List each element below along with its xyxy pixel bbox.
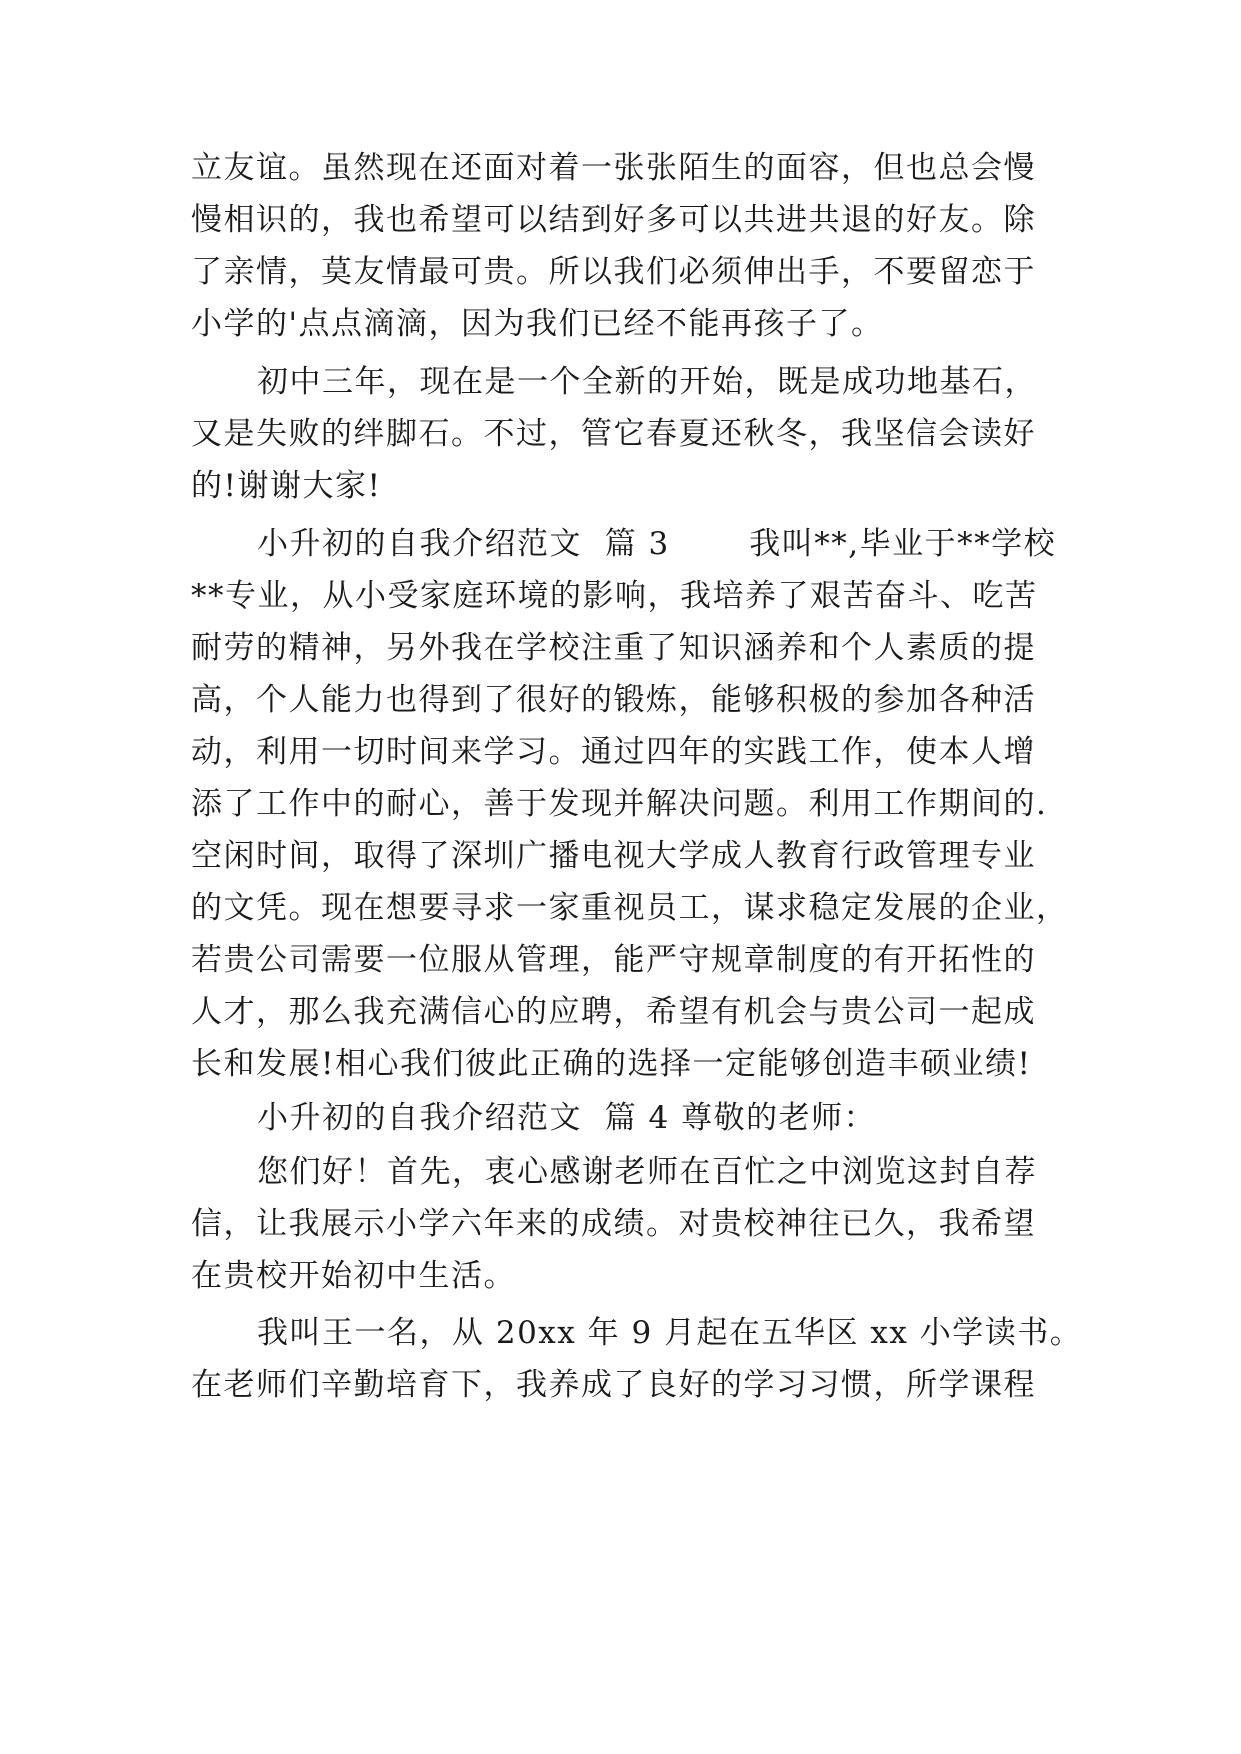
text-line: **专业，从小受家庭环境的影响，我培养了艰苦奋斗、吃苦 [191,578,1038,614]
text-line: 长和发展!相心我们彼此正确的选择一定能够创造丰硕业绩! [191,1046,1032,1082]
text-line: 慢相识的，我也希望可以结到好多可以共进共退的好友。除 [191,202,1036,238]
text-line: 人才，那么我充满信心的应聘，希望有机会与贵公司一起成 [191,994,1036,1030]
text-line: 的!谢谢大家! [191,468,382,504]
text-line: 空闲时间，取得了深圳广播电视大学成人教育行政管理专业 [191,838,1036,874]
text-line: 的文凭。现在想要寻求一家重视员工，谋求稳定发展的企业， [191,890,1069,926]
text-line: 添了工作中的耐心，善于发现并解决问题。利用工作期间的. [191,786,1048,822]
text-line: 您们好！首先，衷心感谢老师在百忙之中浏览这封自荐 [257,1154,1037,1190]
text-line: 信，让我展示小学六年来的成绩。对贵校神往已久，我希望 [191,1206,1036,1242]
text-line: 初中三年，现在是一个全新的开始，既是成功地基石， [257,364,1037,400]
text-line: 动，利用一切时间来学习。通过四年的实践工作，使本人增 [191,734,1036,770]
text-line: 了亲情，莫友情最可贵。所以我们必须伸出手，不要留恋于 [191,254,1036,290]
section-heading-line: 小升初的自我介绍范文 篇 3 我叫**,毕业于**学校 [257,526,1057,562]
text-line: 又是失败的绊脚石。不过，管它春夏还秋冬，我坚信会读好 [191,416,1036,452]
section-heading-line: 小升初的自我介绍范文 篇 4 尊敬的老师： [257,1100,877,1136]
text-line: 在贵校开始初中生活。 [191,1258,516,1294]
text-line: 高，个人能力也得到了很好的锻炼，能够积极的参加各种活 [191,682,1036,718]
text-line: 小学的'点点滴滴，因为我们已经不能再孩子了。 [191,306,884,342]
text-line: 若贵公司需要一位服从管理，能严守规章制度的有开拓性的 [191,942,1036,978]
text-line: 立友谊。虽然现在还面对着一张张陌生的面容，但也总会慢 [191,150,1036,186]
text-line: 在老师们辛勤培育下，我养成了良好的学习习惯，所学课程 [191,1367,1036,1403]
text-line: 耐劳的精神，另外我在学校注重了知识涵养和个人素质的提 [191,630,1036,666]
text-line: 我叫王一名，从 20xx 年 9 月起在五华区 xx 小学读书。 [257,1315,1083,1351]
